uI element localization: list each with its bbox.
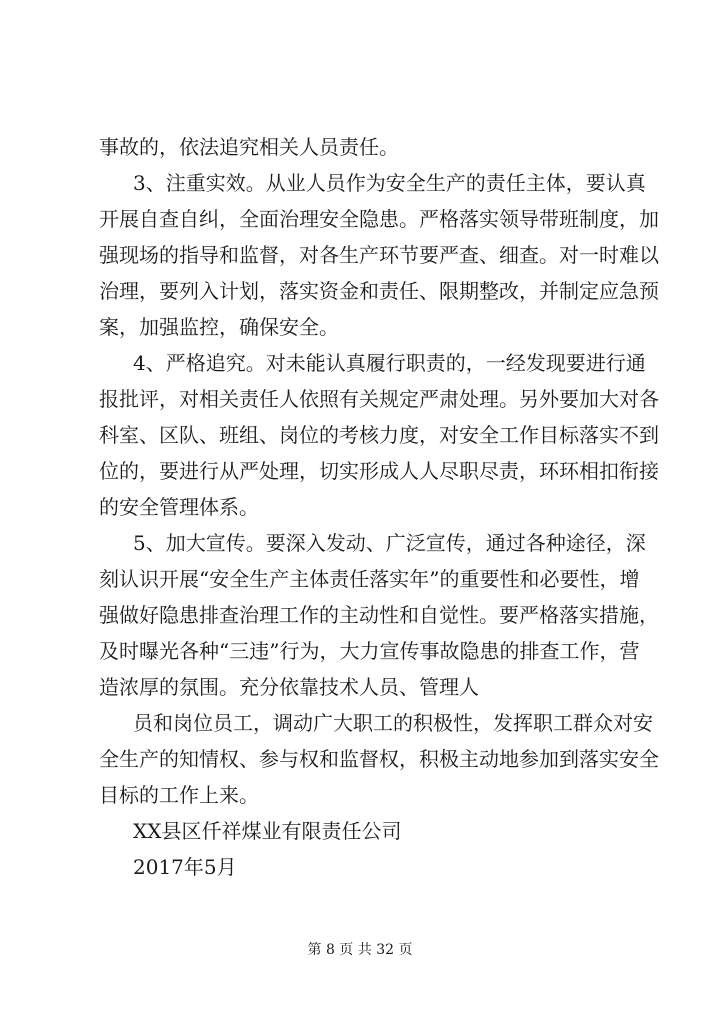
signature-company: XX县区仟祥煤业有限责任公司 <box>133 819 402 843</box>
text-line: 强做好隐患排查治理工作的主动性和自觉性。要严格落实措施， <box>99 603 659 627</box>
text-line: 的安全管理体系。 <box>99 495 259 519</box>
text-line: 强现场的指导和监督，对各生产环节要严查、细查。对一时难以 <box>99 243 659 267</box>
text-line: 报批评，对相关责任人依照有关规定严肃处理。另外要加大对各 <box>99 387 659 411</box>
signature-date: 2017年5月 <box>133 855 237 879</box>
text-line: 目标的工作上来。 <box>99 783 259 807</box>
text-line: 治理，要列入计划，落实资金和责任、限期整改，并制定应急预 <box>99 279 659 303</box>
text-line: 造浓厚的氛围。充分依靠技术人员、管理人 <box>99 675 479 699</box>
text-line: 事故的，依法追究相关人员责任。 <box>99 135 399 159</box>
text-line: 3、注重实效。从业人员作为安全生产的责任主体，要认真 <box>133 171 646 195</box>
text-line: 4、严格追究。对未能认真履行职责的，一经发现要进行通 <box>133 351 646 375</box>
text-line: 员和岗位员工，调动广大职工的积极性，发挥职工群众对安 <box>133 711 653 735</box>
page-number-footer: 第 8 页 共 32 页 <box>307 942 413 958</box>
text-line: 科室、区队、班组、岗位的考核力度，对安全工作目标落实不到 <box>99 423 659 447</box>
text-line: 位的，要进行从严处理，切实形成人人尽职尽责，环环相扣衔接 <box>99 459 659 483</box>
text-line: 案，加强监控，确保安全。 <box>99 315 339 339</box>
text-line: 刻认识开展“安全生产主体责任落实年”的重要性和必要性，增 <box>99 567 640 591</box>
text-line: 5、加大宣传。要深入发动、广泛宣传，通过各种途径，深 <box>133 531 646 555</box>
text-line: 全生产的知情权、参与权和监督权，积极主动地参加到落实安全 <box>99 747 659 771</box>
text-line: 及时曝光各种“三违”行为，大力宣传事故隐患的排查工作，营 <box>99 639 640 663</box>
text-line: 开展自查自纠，全面治理安全隐患。严格落实领导带班制度，加 <box>99 207 659 231</box>
